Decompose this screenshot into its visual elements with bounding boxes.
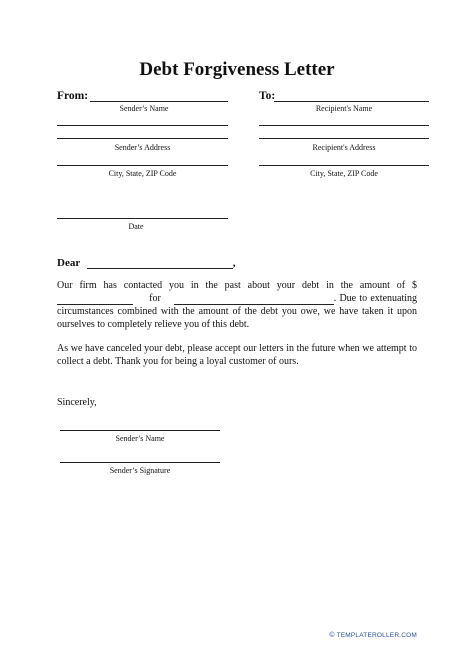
- sender-city-caption: City, State, ZIP Code: [108, 169, 177, 178]
- for-word: for: [149, 293, 161, 304]
- recipient-address-caption: Recipient's Address: [312, 143, 376, 152]
- date-line[interactable]: [57, 218, 228, 219]
- sender-address-caption: Sender’s Address: [114, 143, 171, 152]
- paragraph-1: [57, 279, 417, 331]
- date-caption: Date: [128, 222, 144, 231]
- paragraph-1-rest: . Due to extenuating circumstances combined with the amount of the debt you owe, we have taken it upon ourselves to completely relieve you of this debt.: [57, 293, 418, 330]
- recipient-city-line[interactable]: [259, 165, 429, 166]
- paragraph-2: As we have canceled your debt, please accept our letters in the future when we attempt to collect a debt. Thank you for being a loyal customer of ours.: [57, 343, 417, 367]
- sig-name-line[interactable]: [60, 430, 220, 431]
- recipient-address-line-2[interactable]: [259, 138, 429, 139]
- sender-address-line-2[interactable]: [57, 138, 228, 139]
- debt-purpose-blank[interactable]: [174, 294, 334, 305]
- sender-name-caption: Sender’s Name: [119, 104, 169, 113]
- dear-label: Dear: [57, 257, 81, 269]
- copyright-icon: ©: [329, 632, 335, 639]
- document-title: Debt Forgiveness Letter: [139, 59, 335, 80]
- recipient-name-line[interactable]: [274, 101, 429, 102]
- recipient-salutation-blank[interactable]: [87, 258, 233, 269]
- sig-name-caption: Sender’s Name: [115, 434, 165, 443]
- dollar-sign: $: [412, 280, 418, 291]
- sender-address-line[interactable]: [57, 125, 228, 126]
- sender-name-line[interactable]: [90, 101, 228, 102]
- debt-amount-blank[interactable]: [57, 294, 133, 305]
- footer-watermark: [329, 632, 417, 639]
- recipient-city-caption: City, State, ZIP Code: [310, 169, 378, 178]
- recipient-name-caption: Recipient's Name: [315, 104, 373, 113]
- dear-comma: ,: [232, 257, 236, 269]
- paragraph-1-intro: Our firm has contacted you in the past about your debt in the amount of: [57, 280, 406, 291]
- recipient-address-line[interactable]: [259, 125, 429, 126]
- signature-line[interactable]: [60, 462, 220, 463]
- from-label: From:: [57, 90, 89, 102]
- signature-caption: Sender’s Signature: [109, 466, 171, 475]
- sender-city-line[interactable]: [57, 165, 228, 166]
- to-label: To:: [259, 90, 276, 102]
- salutation: [57, 257, 236, 269]
- footer-site: TEMPLATEROLLER.COM: [336, 632, 417, 639]
- closing: Sincerely,: [57, 397, 97, 408]
